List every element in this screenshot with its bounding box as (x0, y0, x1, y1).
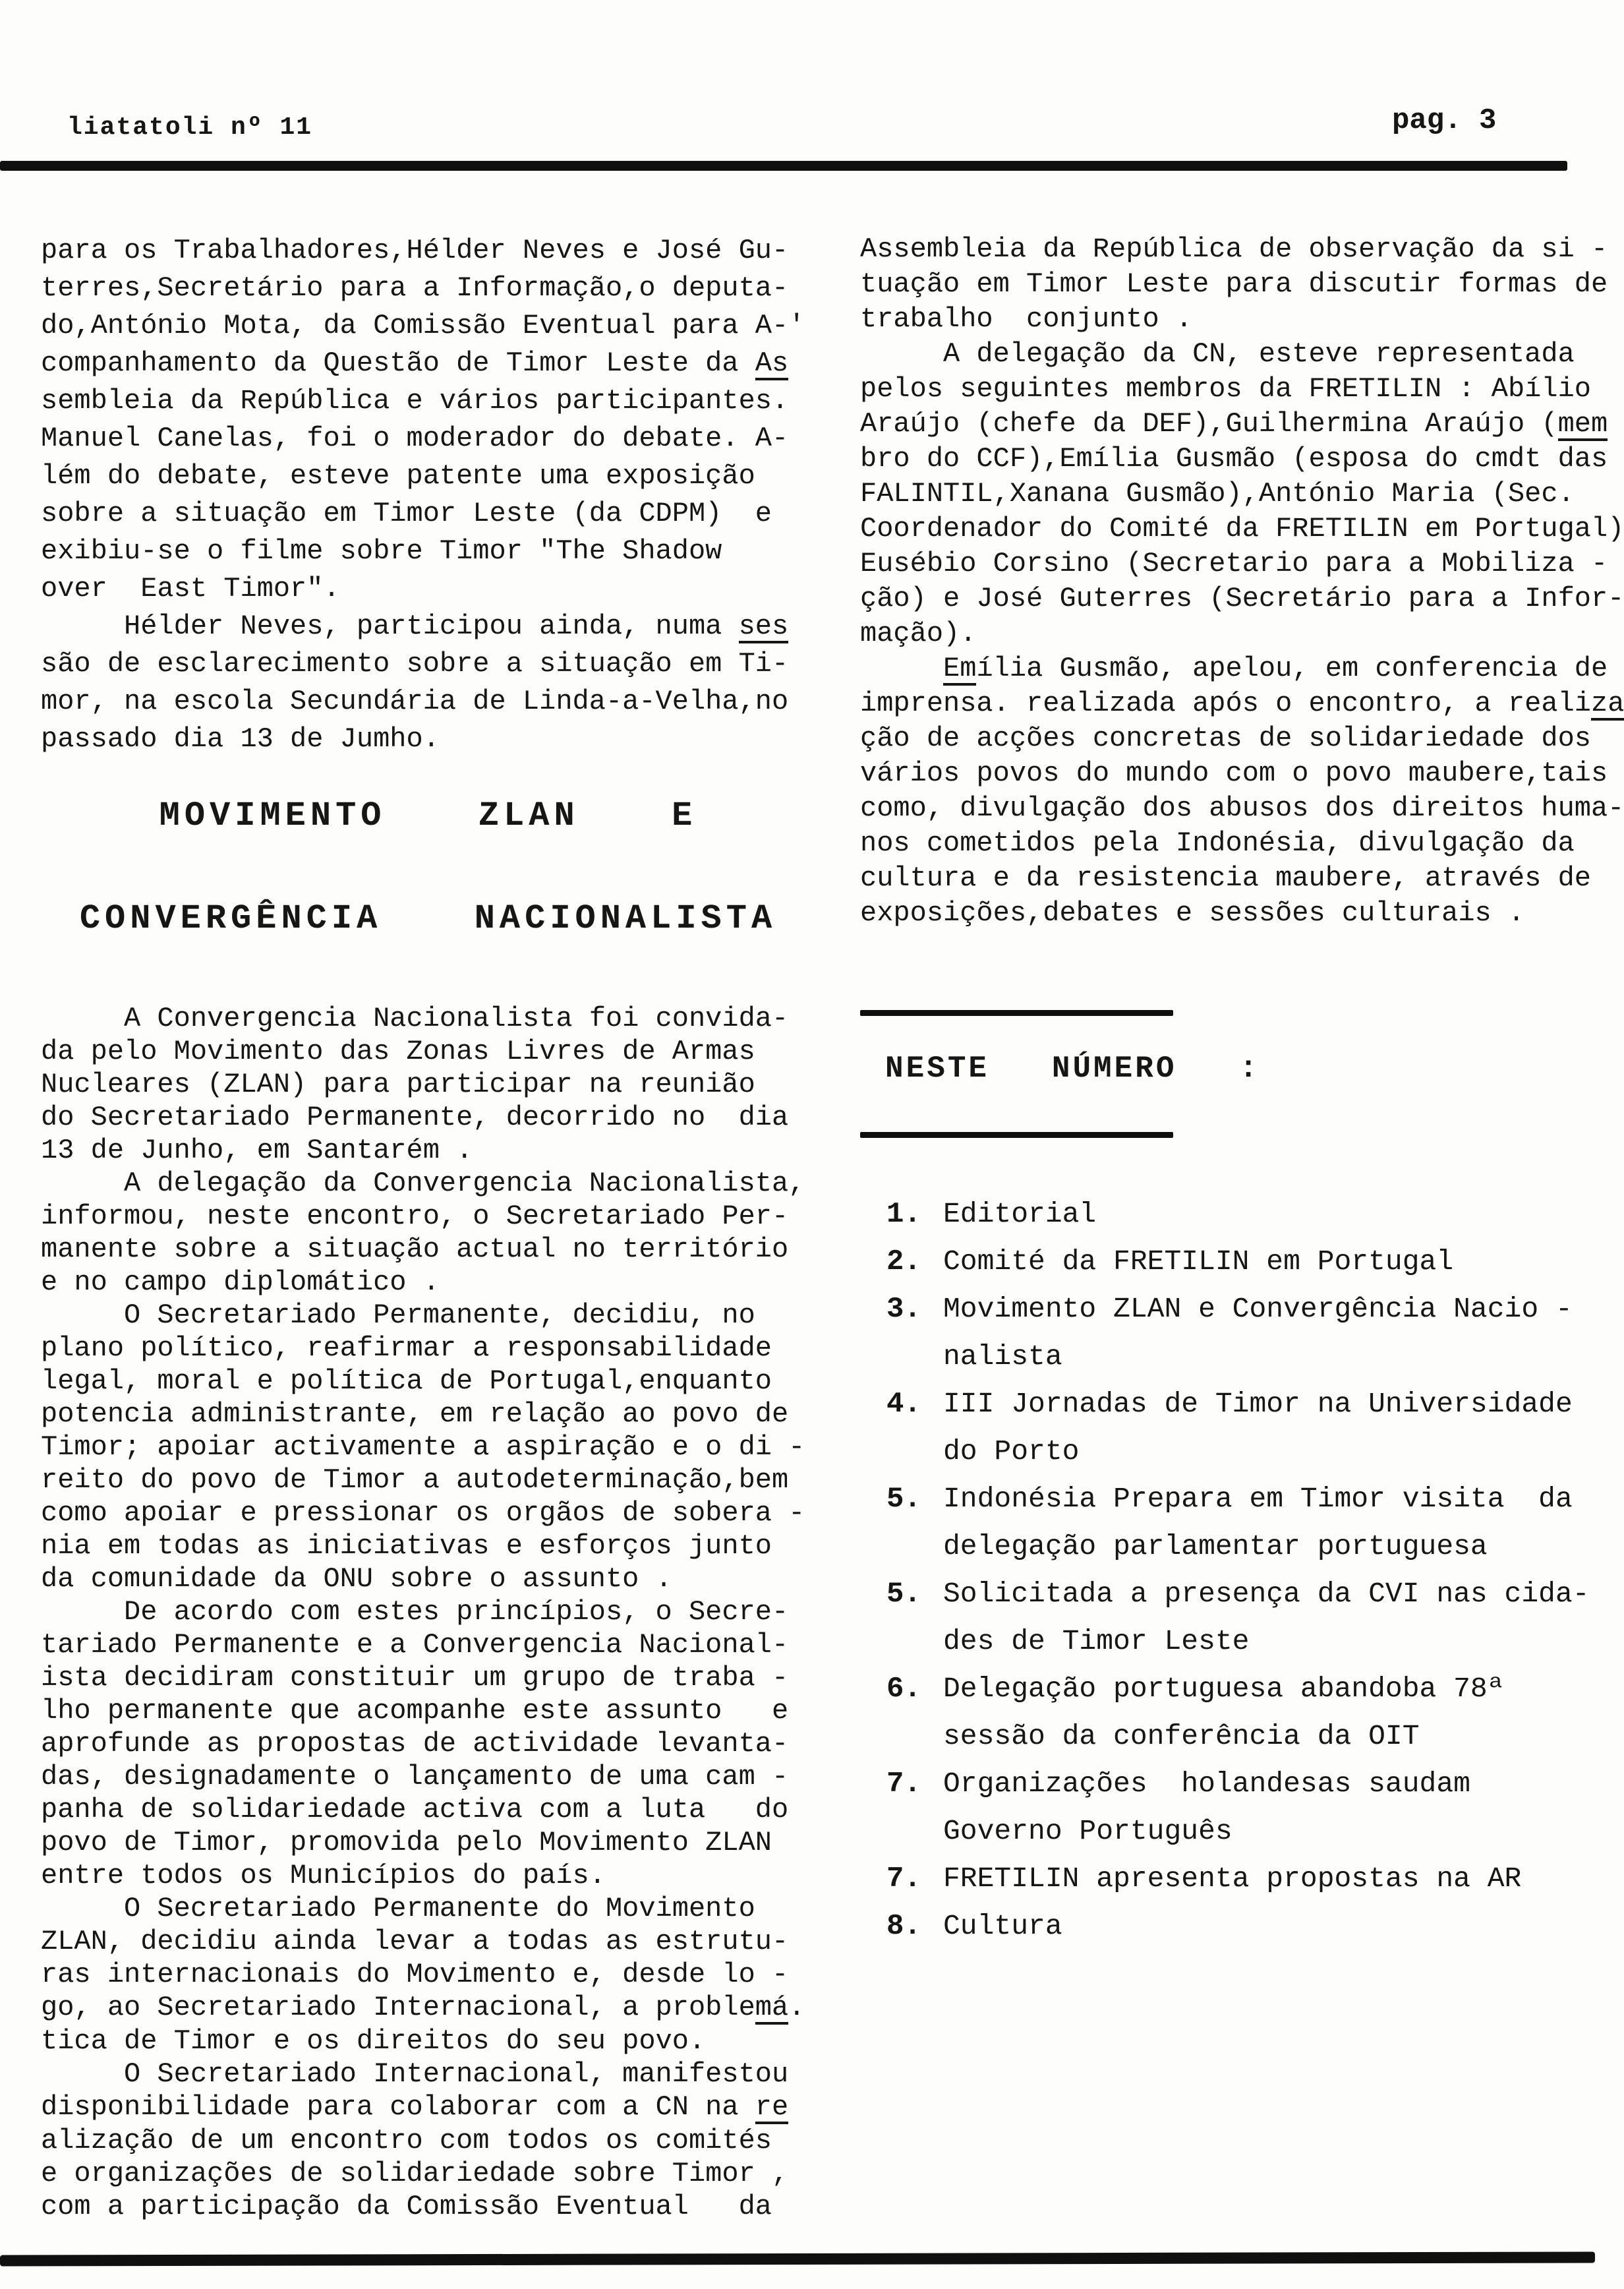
text-line: mor, na escola Secundária de Linda-a-Velha,no (41, 686, 789, 717)
toc-item-number: 4. (886, 1388, 921, 1421)
toc-item-text (943, 1903, 1062, 1950)
text-line: disponibilidade para colaborar com a CN na re (41, 2091, 815, 2124)
text-line: tariado Permanente e a Convergencia Nacional- (41, 1629, 789, 1661)
underlined-text: za (1591, 689, 1624, 721)
text-line: A Convergencia Nacionalista foi convida- (41, 1003, 789, 1034)
text-line: da comunidade da ONU sobre o assunto . (41, 1563, 672, 1595)
text-line: do Secretariado Permanente, decorrido no dia (41, 1102, 789, 1133)
text-line: como, divulgação dos abusos dos direitos huma- (860, 792, 1624, 824)
text-line: des de Timor Leste (943, 1625, 1250, 1657)
toc-item (886, 1855, 1624, 1903)
text-line: sessão da conferência da OIT (943, 1720, 1420, 1752)
text-line: vários povos do mundo com o povo maubere,tais (860, 758, 1608, 789)
text-line: FRETILIN apresenta propostas na AR (943, 1862, 1522, 1895)
text-line: lho permanente que acompanhe este assunto e (41, 1695, 789, 1727)
toc-item-number: 1. (886, 1198, 921, 1231)
toc-item-number: 2. (886, 1245, 921, 1278)
text-line: da pelo Movimento das Zonas Livres de Armas (41, 1036, 755, 1067)
text-line: reito do povo de Timor a autodeterminação,bem (41, 1464, 789, 1496)
text-line: Manuel Canelas, foi o moderador do debate. A- (41, 423, 789, 454)
toc-item (886, 1475, 1624, 1570)
text-line: entre todos os Municípios do país. (41, 1860, 606, 1891)
paragraph (860, 337, 1624, 651)
text-line: Solicitada a presença da CVI nas cida- (943, 1578, 1590, 1610)
toc-item-text (943, 1381, 1573, 1475)
text-line: Indonésia Prepara em Timor visita da (943, 1483, 1573, 1515)
underlined-text: As (755, 349, 788, 380)
text-line: A delegação da Convergencia Nacionalista, (41, 1168, 805, 1199)
text-line: imprensa. realizada após o encontro, a realiza (860, 686, 1624, 721)
text-line: exposições,debates e sessões culturais . (860, 897, 1525, 929)
toc-item-text (943, 1570, 1590, 1665)
paragraph (41, 232, 815, 608)
toc-item (886, 1381, 1624, 1475)
toc-item-text (943, 1286, 1573, 1381)
text-line: ras internacionais do Movimento e, desde lo - (41, 1959, 789, 1990)
text-line: alização de um encontro com todos os comités (41, 2125, 772, 2157)
text-line: e no campo diplomático . (41, 1266, 440, 1298)
text-line: povo de Timor, promovida pelo Movimento ZLAN (41, 1827, 772, 1858)
text-line: são de esclarecimento sobre a situação em Ti- (41, 648, 789, 680)
text-line: sembleia da República e vários participantes. (41, 385, 789, 417)
text-line: Organizações holandesas saudam (943, 1768, 1470, 1800)
section-heading (41, 796, 815, 939)
toc-item (886, 1903, 1624, 1950)
toc-item-text (943, 1855, 1521, 1903)
text-line: Comité da FRETILIN em Portugal (943, 1245, 1454, 1278)
footer-rule (0, 2251, 1595, 2266)
text-line: ção) e José Guterres (Secretário para a Infor- (860, 583, 1624, 614)
paragraph (860, 651, 1624, 931)
text-line: nalista (943, 1340, 1062, 1373)
section-heading-line: CONVERGÊNCIA NACIONALISTA (79, 899, 777, 938)
paragraph (41, 608, 815, 758)
text-line: potencia administrante, em relação ao povo de (41, 1398, 789, 1430)
header-rule (0, 161, 1567, 171)
text-line: O Secretariado Permanente do Movimento (41, 1893, 755, 1924)
text-line: do,António Mota, da Comissão Eventual para A-' (41, 310, 805, 342)
text-line: como apoiar e pressionar os orgãos de sobera - (41, 1497, 805, 1529)
toc-item-number: 3. (886, 1293, 921, 1326)
rule-line (860, 1010, 1173, 1016)
toc-item (886, 1760, 1624, 1855)
text-line: para os Trabalhadores,Hélder Neves e José Gu- (41, 235, 789, 266)
right-column (860, 232, 1624, 1950)
toc-item (886, 1570, 1624, 1665)
text-line: Governo Português (943, 1815, 1232, 1847)
text-line: Hélder Neves, participou ainda, numa ses (41, 608, 815, 645)
toc-item-text (943, 1665, 1505, 1760)
text-line: ZLAN, decidiu ainda levar a todas as estrutu- (41, 1926, 789, 1957)
neste-numero-box (860, 1010, 1260, 1138)
text-line: FALINTIL,Xanana Gusmão),António Maria (Sec. (860, 478, 1575, 510)
paragraph (860, 232, 1624, 337)
text-line: lém do debate, esteve patente uma exposição (41, 460, 755, 492)
section-heading-line: MOVIMENTO ZLAN E (159, 796, 697, 835)
underlined-text: Em (943, 654, 976, 686)
text-line: O Secretariado Permanente, decidiu, no (41, 1299, 755, 1331)
toc-item-text (943, 1191, 1096, 1238)
rule-line (860, 1132, 1173, 1138)
text-line: ista decidiram constituir um grupo de traba - (41, 1662, 789, 1694)
text-line: manente sobre a situação actual no território (41, 1234, 789, 1265)
underlined-text: re (755, 2093, 788, 2124)
text-line: mação). (860, 618, 977, 649)
text-line: Coordenador do Comité da FRETILIN em Portugal) (860, 513, 1624, 545)
text-line: A delegação da CN, esteve representada (860, 338, 1575, 370)
text-line: Araújo (chefe da DEF),Guilhermina Araújo (mem (860, 407, 1624, 442)
toc-item (886, 1286, 1624, 1381)
left-column (41, 232, 815, 2223)
paragraph (41, 1892, 815, 2058)
text-line: Cultura (943, 1910, 1062, 1942)
toc-item (886, 1665, 1624, 1760)
text-line: legal, moral e política de Portugal,enquanto (41, 1365, 772, 1397)
text-line: nos cometidos pela Indonésia, divulgação da (860, 827, 1575, 859)
text-line: plano político, reafirmar a responsabilidade (41, 1332, 772, 1364)
text-line: passado dia 13 de Jumho. (41, 723, 440, 755)
text-line: Nucleares (ZLAN) para participar na reunião (41, 1069, 755, 1100)
text-line: com a participação da Comissão Eventual da (41, 2191, 772, 2223)
text-line: exibiu-se o filme sobre Timor "The Shadow (41, 535, 722, 567)
toc-list (860, 1191, 1624, 1950)
text-line: sobre a situação em Timor Leste (da CDPM) e (41, 498, 772, 529)
text-line: Editorial (943, 1198, 1097, 1230)
text-line: pelos seguintes membros da FRETILIN : Abílio (860, 373, 1591, 405)
paragraph (41, 1167, 815, 1299)
toc-item-number: 7. (886, 1768, 921, 1800)
text-line: do Porto (943, 1435, 1080, 1468)
text-line: Movimento ZLAN e Convergência Nacio - (943, 1293, 1573, 1325)
underlined-text: má (755, 1993, 788, 2025)
text-line: companhamento da Questão de Timor Leste da As (41, 345, 815, 382)
text-line: trabalho conjunto . (860, 303, 1193, 335)
neste-numero-title: NESTE NÚMERO : (885, 1052, 1260, 1086)
text-line: O Secretariado Internacional, manifestou (41, 2058, 789, 2091)
text-line: tuação em Timor Leste para discutir formas de (860, 268, 1608, 300)
paragraph (41, 1002, 815, 1167)
toc-item (886, 1191, 1624, 1238)
text-line: Assembleia da República de observação da si - (860, 233, 1608, 265)
toc-item-text (943, 1475, 1573, 1570)
text-line: over East Timor". (41, 573, 340, 605)
text-line: e organizações de solidariedade sobre Timor , (41, 2158, 789, 2190)
text-line: 13 de Junho, em Santarém . (41, 1135, 473, 1166)
text-line: go, ao Secretariado Internacional, a problemá. (41, 1991, 815, 2025)
text-line: ção de acções concretas de solidariedade dos (860, 723, 1591, 754)
toc-item-number: 5. (886, 1483, 921, 1516)
text-line: bro do CCF),Emília Gusmão (esposa do cmdt das (860, 443, 1608, 475)
text-line: nia em todas as iniciativas e esforços junto (41, 1530, 772, 1562)
paragraph (41, 2058, 815, 2223)
text-line: aprofunde as propostas de actividade levanta- (41, 1728, 789, 1760)
text-line: cultura e da resistencia maubere, através de (860, 862, 1591, 894)
text-line: informou, neste encontro, o Secretariado Per- (41, 1201, 789, 1232)
toc-item (886, 1238, 1624, 1286)
paragraph (41, 1299, 815, 1595)
text-line: terres,Secretário para a Informação,o deputa- (41, 272, 789, 304)
toc-item-number: 7. (886, 1862, 921, 1895)
underlined-text: mem (1558, 409, 1608, 441)
text-line: III Jornadas de Timor na Universidade (943, 1388, 1573, 1420)
toc-item-number: 6. (886, 1673, 921, 1706)
toc-item-number: 5. (886, 1578, 921, 1611)
text-line: Emília Gusmão, apelou, em conferencia de (860, 651, 1624, 686)
underlined-text: ses (739, 612, 789, 643)
toc-item-number: 8. (886, 1910, 921, 1943)
newsletter-title: liatatoli nº 11 (67, 113, 313, 142)
toc-item-text (943, 1238, 1453, 1286)
text-line: De acordo com estes princípios, o Secre- (41, 1596, 789, 1628)
text-line: tica de Timor e os direitos do seu povo. (41, 2025, 706, 2058)
text-line: das, designadamente o lançamento de uma cam - (41, 1761, 789, 1793)
page-number: pag. 3 (1392, 104, 1497, 137)
paragraph (41, 1595, 815, 1892)
toc-item-text (943, 1760, 1470, 1855)
text-line: Timor; apoiar activamente a aspiração e o di - (41, 1431, 805, 1463)
text-line: Delegação portuguesa abandoba 78ª (943, 1673, 1505, 1705)
text-line: delegação parlamentar portuguesa (943, 1530, 1488, 1562)
text-line: panha de solidariedade activa com a luta do (41, 1794, 789, 1826)
text-line: Eusébio Corsino (Secretario para a Mobiliza - (860, 548, 1608, 580)
